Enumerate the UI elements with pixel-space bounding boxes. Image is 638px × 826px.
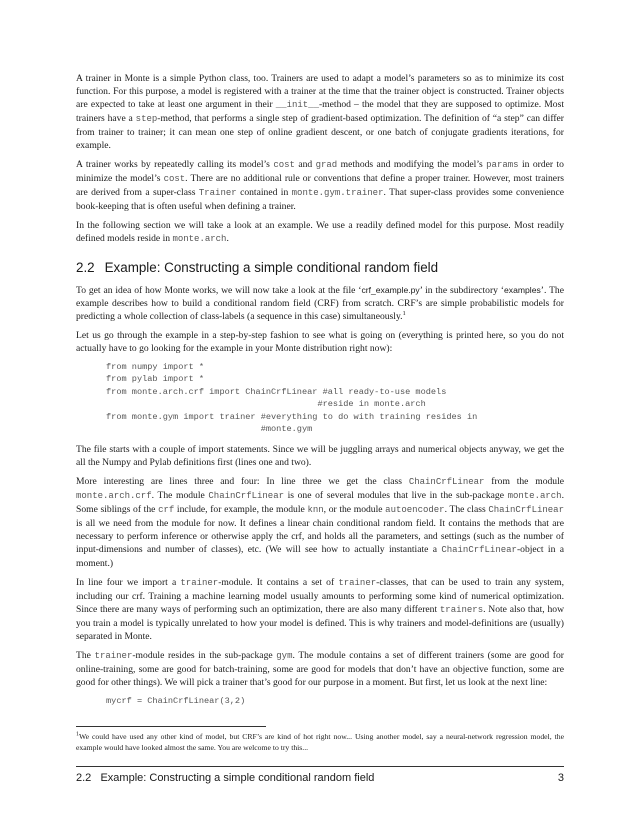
inline-code: ChainCrfLinear <box>208 491 285 502</box>
inline-code: trainer <box>338 578 377 589</box>
footer-section-title: 2.2 Example: Constructing a simple conditional random field <box>76 772 375 784</box>
section-heading <box>76 260 564 276</box>
code-block-imports: from numpy import * from pylab import * from monte.arch.crf import ChainCrfLinear #all ready-to-use models #reside in monte.arch from monte.gym import trainer #everything to do with training resides in #monte.gym <box>106 362 478 435</box>
code-block-instantiate: mycrf = ChainCrfLinear(3,2) <box>106 696 246 707</box>
paragraph-line-four: In line four we import a trainer-module. It contains a set of trainer-classes, that can be used to train any system, including our crf. Training a machine learning model usually amounts to performing some kind of numerical optimization. Since there are many ways of performing such an optimization, there are also many different trainers. Note also that, how you train a model is typically unrelated to how your model is defined. This is why trainers and model-definitions are (usually) separated in Monte. <box>76 577 564 643</box>
paragraph-trainer-works: A trainer works by repeatedly calling its model’s cost and grad methods and modifying the model’s params in order to minimize the model’s cost. There are no additional rule or conventions that define a proper trainer. However, most trainers are derived from a super-class Trainer contained in monte.gym.trainer. That super-class provides some convenience book-keeping that is often useful when defining a trainer. <box>76 159 564 212</box>
paragraph-lines-three-four: More interesting are lines three and four: In line three we get the class ChainCrfLinear from the module monte.arch.crf. The module ChainCrfLinear is one of several modules that live in the sub-package monte.arch. Some siblings of the crf include, for example, the module knn, or the module autoencoder. The class ChainCrfLinear is all we need from the module for now. It defines a linear chain conditional random field. It contains the methods that are necessary to perform inference or otherwise apply the crf, and holds all the parameters, and settings (such as the number of input-dimensions and number of classes), etc. (We will see how to actually instantiate a ChainCrfLinear-object in a moment.) <box>76 476 565 570</box>
inline-code: trainer <box>94 651 133 662</box>
paragraph-following-section: In the following section we will take a look at an example. We use a readily defined model for this purpose. Most readily defined models reside in monte.arch. <box>76 220 564 244</box>
footnote <box>76 732 564 753</box>
paragraph-import-statements: The file starts with a couple of import statements. Since we will be juggling arrays and numerical objects anyway, we get the all the Numpy and Pylab definitions first (lines one and two). <box>76 444 564 469</box>
inline-code: step <box>135 114 158 124</box>
inline-code: grad <box>315 160 338 170</box>
footer-rule <box>76 766 564 767</box>
inline-code: monte.arch.crf <box>76 491 152 502</box>
paragraph-example-intro: To get an idea of how Monte works, we will now take a look at the file ‘crf_example.py’ in the subdirectory ‘examples’. The example describes how to build a conditional random field (CRF) from scratch. CRF’s are simple probabilistic models for predicting a whole collection of class-labels (a sequence in this case) simultaneously.$^1$ <box>76 285 564 322</box>
inline-code: params <box>486 160 519 170</box>
inline-code: autoencoder <box>385 505 445 516</box>
inline-code: knn <box>307 505 324 516</box>
paragraph-trainer-module: The trainer-module resides in the sub-package gym. The module contains a set of different trainers (some are good for online-training, some are good for batch-training, some are good for models that don’t have an objective function, some are good for other things). We will pick a trainer that’s good for our purpose in a moment. But first, let us look at the next line: <box>76 650 564 689</box>
inline-code: gym <box>276 651 293 662</box>
footnote-mark: 1 <box>76 731 79 738</box>
inline-code: ChainCrfLinear <box>441 545 517 556</box>
inline-code: cost <box>273 160 295 170</box>
page-number: 3 <box>557 772 564 784</box>
directory-name: examples <box>504 285 541 295</box>
inline-code: monte.arch <box>507 491 562 502</box>
inline-code: crf <box>158 505 175 516</box>
paragraph-trainer-intro: A trainer in Monte is a simple Python class, too. Trainers are used to adapt a model’s parameters so as to minimize its cost function. For this purpose, a model is registered with a trainer at the time that the trainer object is constructed. Trainer objects are expected to take at least one argument in their __init__-method – the model that they are supposed to optimize. Most trainers have a step-method, that performs a single step of gradient-based optimization. The definition of “a step” can differ from trainer to trainer; it can mean one step of online gradient descent, or one batch of conjugate gradients iterations, for example. <box>76 73 564 151</box>
footnote-rule <box>76 726 266 727</box>
inline-code: ChainCrfLinear <box>488 505 564 516</box>
inline-code: cost <box>163 174 186 184</box>
section-number: 2.2 <box>76 260 95 275</box>
page-body <box>76 72 564 716</box>
section-title: Example: Constructing a simple conditional random field <box>104 260 439 275</box>
footnote-text: We could have used any other kind of model, but CRF’s are kind of hot right now... Using another model, say a neural-network regression model, the example would have looked almost the same. You are welcome to try this... <box>76 732 564 752</box>
inline-code: monte.arch <box>172 234 227 244</box>
inline-code: ChainCrfLinear <box>408 477 485 488</box>
inline-code: monte.gym.trainer <box>291 188 384 198</box>
inline-code: Trainer <box>198 188 237 198</box>
inline-code: __init__ <box>275 100 319 110</box>
footnote-marker: 1 <box>402 309 406 317</box>
paragraph-step-by-step: Let us go through the example in a step-by-step fashion to see what is going on (everything is printed here, so you do not actually have to go looking for the example in your Monte distribution right now): <box>76 330 564 354</box>
inline-code: trainer <box>180 578 219 589</box>
inline-code: trainers <box>439 605 484 616</box>
file-name: crf_example.py <box>361 285 420 295</box>
page-footer <box>76 772 564 784</box>
